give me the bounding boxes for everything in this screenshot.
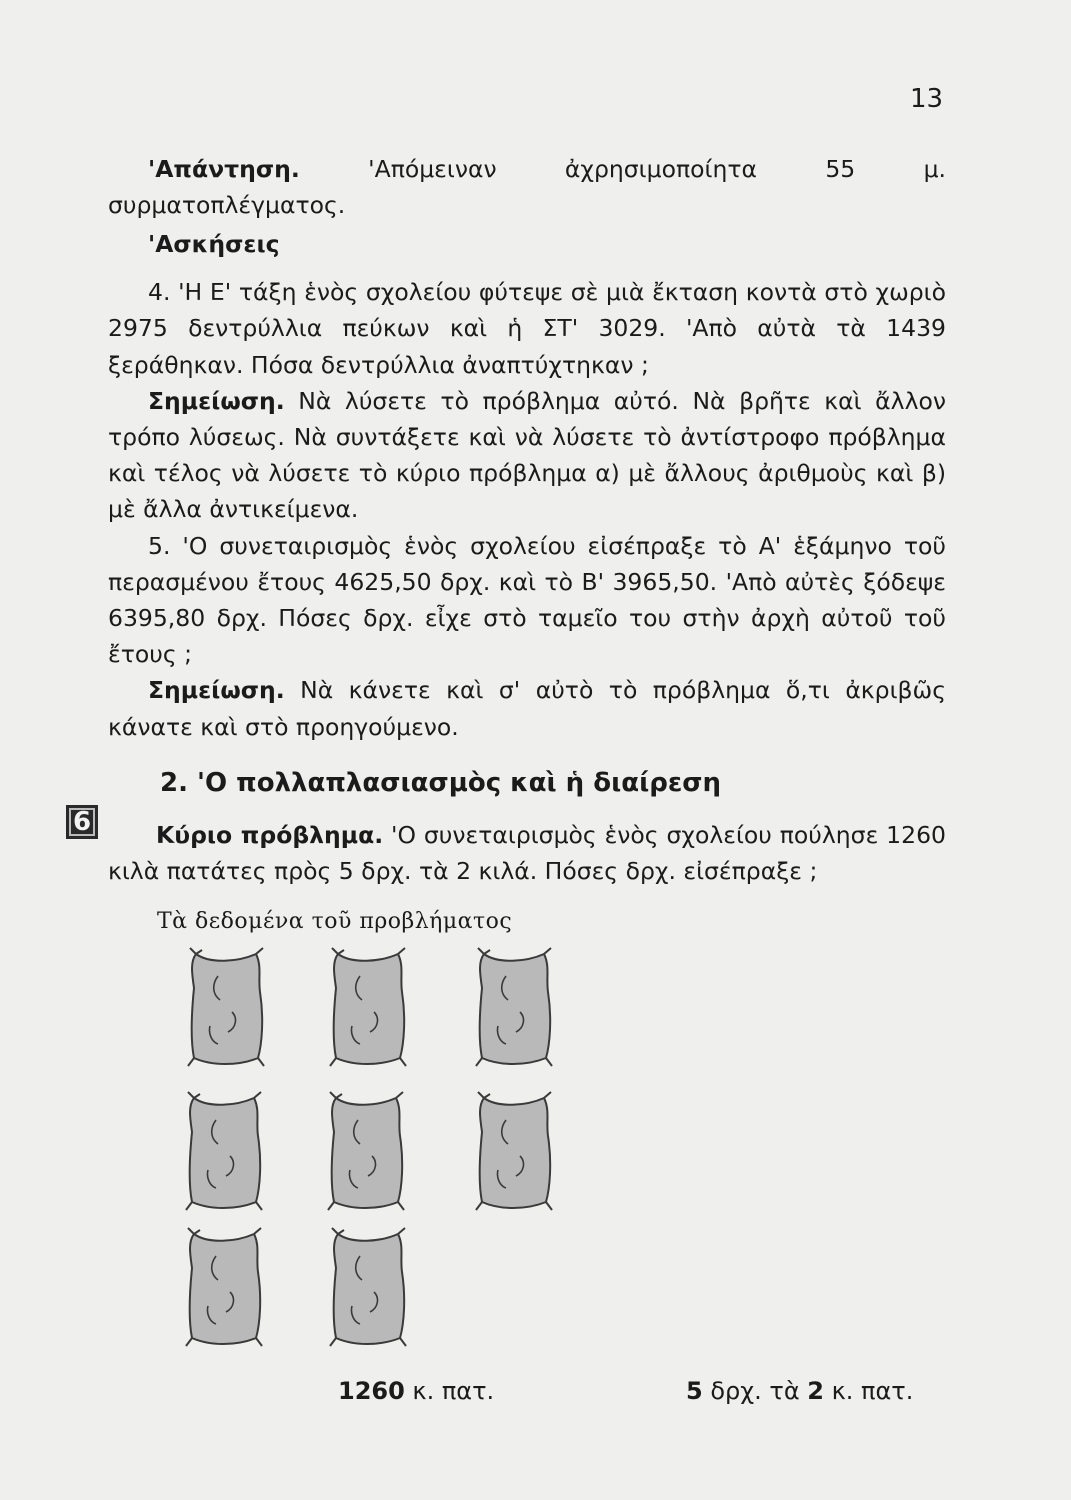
answer-text: 'Απόμειναν ἀχρησιμοποίητα 55 μ. συρματοπλέγματος. xyxy=(108,155,946,220)
main-problem-label: Κύριο πρόβλημα. xyxy=(156,821,384,849)
sack-2 xyxy=(330,948,406,1066)
note-2-text: Νὰ κάνετε καὶ σ' αὐτὸ τὸ πρόβλημα ὅ,τι ἀκριβῶς κάνατε καὶ στὸ προηγούμενο. xyxy=(108,676,946,741)
caption-quantity: 1260 κ. πατ. xyxy=(338,1377,495,1405)
note-1-label: Σημείωση. xyxy=(148,386,285,415)
sack-6 xyxy=(476,1092,552,1210)
main-problem-text: 'Ο συνεταιρισμὸς ἑνὸς σχολείου πούλησε 1260 κιλὰ πατάτες πρὸς 5 δρχ. τὰ 2 κιλά. Πόσες δρχ. εἰσέπραξε ; xyxy=(108,821,946,886)
exercises-heading: 'Ασκήσεις xyxy=(148,230,280,258)
exercise-5: 5. 'Ο συνεταιρισμὸς ἑνὸς σχολείου εἰσέπραξε τὸ Α' ἑξάμηνο τοῦ περασμένου ἔτους 4625,50 δρχ. καὶ τὸ Β' 3965,50. 'Απὸ αὐτὲς ξόδεψε 6395,80 δρχ. Πόσες δρχ. εἶχε στὸ ταμεῖο του στὴν ἀρχὴ αὐτοῦ τοῦ ἔτους ; xyxy=(108,531,946,669)
exercises-block xyxy=(108,226,946,745)
section-number-badge: 6 xyxy=(66,805,98,839)
note-2-label: Σημείωση. xyxy=(148,676,285,705)
note-1-text: Νὰ λύσετε τὸ πρόβλημα αὐτό. Νὰ βρῆτε καὶ ἄλλον τρόπο λύσεως. Νὰ συντάξετε καὶ νὰ λύσετε τὸ ἀντίστροφο πρόβλημα καὶ τέλος νὰ λύσετε τὸ κύριο πρόβλημα α) μὲ ἄλλους ἀριθμοὺς καὶ β) μὲ ἄλλα ἀντικείμενα. xyxy=(108,386,946,524)
sack-3 xyxy=(476,948,552,1066)
caption-price: 5 δρχ. τὰ 2 κ. πατ. xyxy=(686,1377,914,1405)
answer-paragraph xyxy=(108,151,946,223)
exercise-4: 4. 'Η Ε' τάξη ἑνὸς σχολείου φύτεψε σὲ μιὰ ἔκταση κοντὰ στὸ χωριὸ 2975 δεντρύλλια πεύκων καὶ ἡ ΣΤ' 3029. 'Απὸ αὐτὰ τὰ 1439 ξεράθηκαν. Πόσα δεντρύλλια ἀναπτύχτηκαν ; xyxy=(108,278,946,379)
page-number: 13 xyxy=(910,84,944,114)
sack-5 xyxy=(328,1092,404,1210)
sack-4 xyxy=(186,1092,262,1210)
potato-sacks-illustration xyxy=(180,940,580,1360)
sack-8 xyxy=(330,1228,406,1346)
sack-1 xyxy=(188,948,264,1066)
problem-data-title: Τὰ δεδομένα τοῦ προβλήματος xyxy=(157,909,513,934)
main-problem-paragraph xyxy=(108,817,946,889)
section-heading: 2. 'Ο πολλαπλασιασμὸς καὶ ἡ διαίρεση xyxy=(160,768,722,798)
sack-7 xyxy=(186,1228,262,1346)
answer-label: 'Απάντηση. xyxy=(148,155,300,183)
